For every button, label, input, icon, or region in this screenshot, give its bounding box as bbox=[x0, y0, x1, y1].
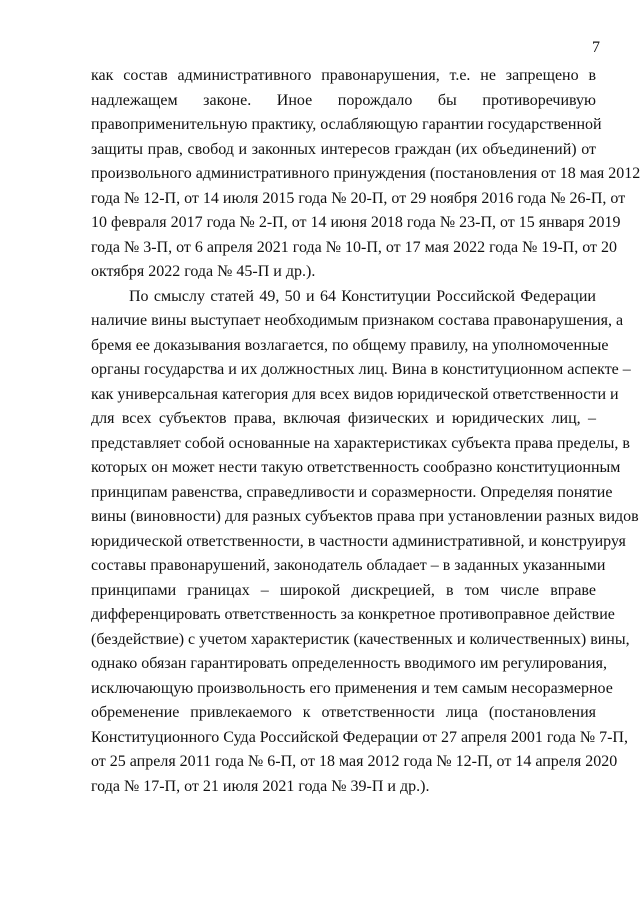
text-line: однако обязан гарантировать определенность вводимого им регулирования, bbox=[91, 655, 607, 672]
text-line: произвольного административного принуждения (постановления от 18 мая 2012 bbox=[91, 165, 640, 182]
text-line: принципам равенства, справедливости и соразмерности. Определяя понятие bbox=[91, 483, 613, 501]
text-line: для всех субъектов права, включая физических и юридических лиц, – bbox=[91, 410, 596, 427]
text-line: обременение привлекаемого к ответственности лица (постановления bbox=[91, 704, 596, 721]
text-line: органы государства и их должностных лиц. Вина в конституционном аспекте – bbox=[91, 361, 631, 378]
paragraph bbox=[91, 285, 639, 800]
text-line: от 25 апреля 2011 года № 6-П, от 18 мая 2012 года № 12-П, от 14 апреля 2020 bbox=[91, 753, 618, 770]
text-line: защиты прав, свобод и законных интересов граждан (их объединений) от bbox=[91, 140, 596, 158]
page-number: 7 bbox=[592, 39, 600, 56]
text-line: наличие вины выступает необходимым признаком состава правонарушения, а bbox=[91, 312, 624, 329]
text-line: По смыслу статей 49, 50 и 64 Конституции Российской Федерации bbox=[129, 287, 596, 305]
text-line: бремя ее доказывания возлагается, по общему правилу, на уполномоченные bbox=[91, 336, 609, 354]
text-line: принципами границах – широкой дискрецией, в том числе вправе bbox=[91, 581, 596, 599]
text-line: представляет собой основанные на характеристиках субъекта права пределы, в bbox=[91, 434, 630, 452]
text-line: Конституционного Суда Российской Федерации от 27 апреля 2001 года № 7-П, bbox=[91, 728, 628, 746]
text-line: как универсальная категория для всех видов юридической ответственности и bbox=[91, 385, 619, 403]
text-line: года № 12-П, от 14 июля 2015 года № 20-П, от 29 ноября 2016 года № 26-П, от bbox=[91, 189, 626, 207]
text-line: как состав административного правонарушения, т.е. не запрещено в bbox=[91, 67, 596, 84]
text-line: года № 3-П, от 6 апреля 2021 года № 10-П, от 17 мая 2022 года № 19-П, от 20 bbox=[91, 238, 617, 256]
text-line: (бездействие) с учетом характеристик (качественных и количественных) вины, bbox=[91, 630, 630, 648]
text-line: правоприменительную практику, ослабляющую гарантии государственной bbox=[91, 116, 602, 133]
text-line: дифференцировать ответственность за конкретное противоправное действие bbox=[91, 606, 615, 623]
paragraph bbox=[91, 64, 640, 285]
text-line: исключающую произвольность его применения и тем самым несоразмерное bbox=[91, 679, 613, 697]
text-line: года № 17-П, от 21 июля 2021 года № 39-П и др.). bbox=[91, 777, 430, 795]
text-line: составы правонарушений, законодатель обладает – в заданных указанными bbox=[91, 557, 606, 574]
text-line: октября 2022 года № 45-П и др.). bbox=[91, 263, 316, 280]
text-line: юридической ответственности, в частности административной, и конструируя bbox=[91, 532, 626, 550]
text-line: надлежащем законе. Иное порождало бы противоречивую bbox=[91, 91, 596, 109]
text-line: которых он может нести такую ответственность сообразно конституционным bbox=[91, 459, 621, 476]
text-line: вины (виновности) для разных субъектов права при установлении разных видов bbox=[91, 508, 639, 525]
document-body bbox=[91, 64, 640, 799]
text-line: 10 февраля 2017 года № 2-П, от 14 июня 2018 года № 23-П, от 15 января 2019 bbox=[91, 214, 621, 231]
